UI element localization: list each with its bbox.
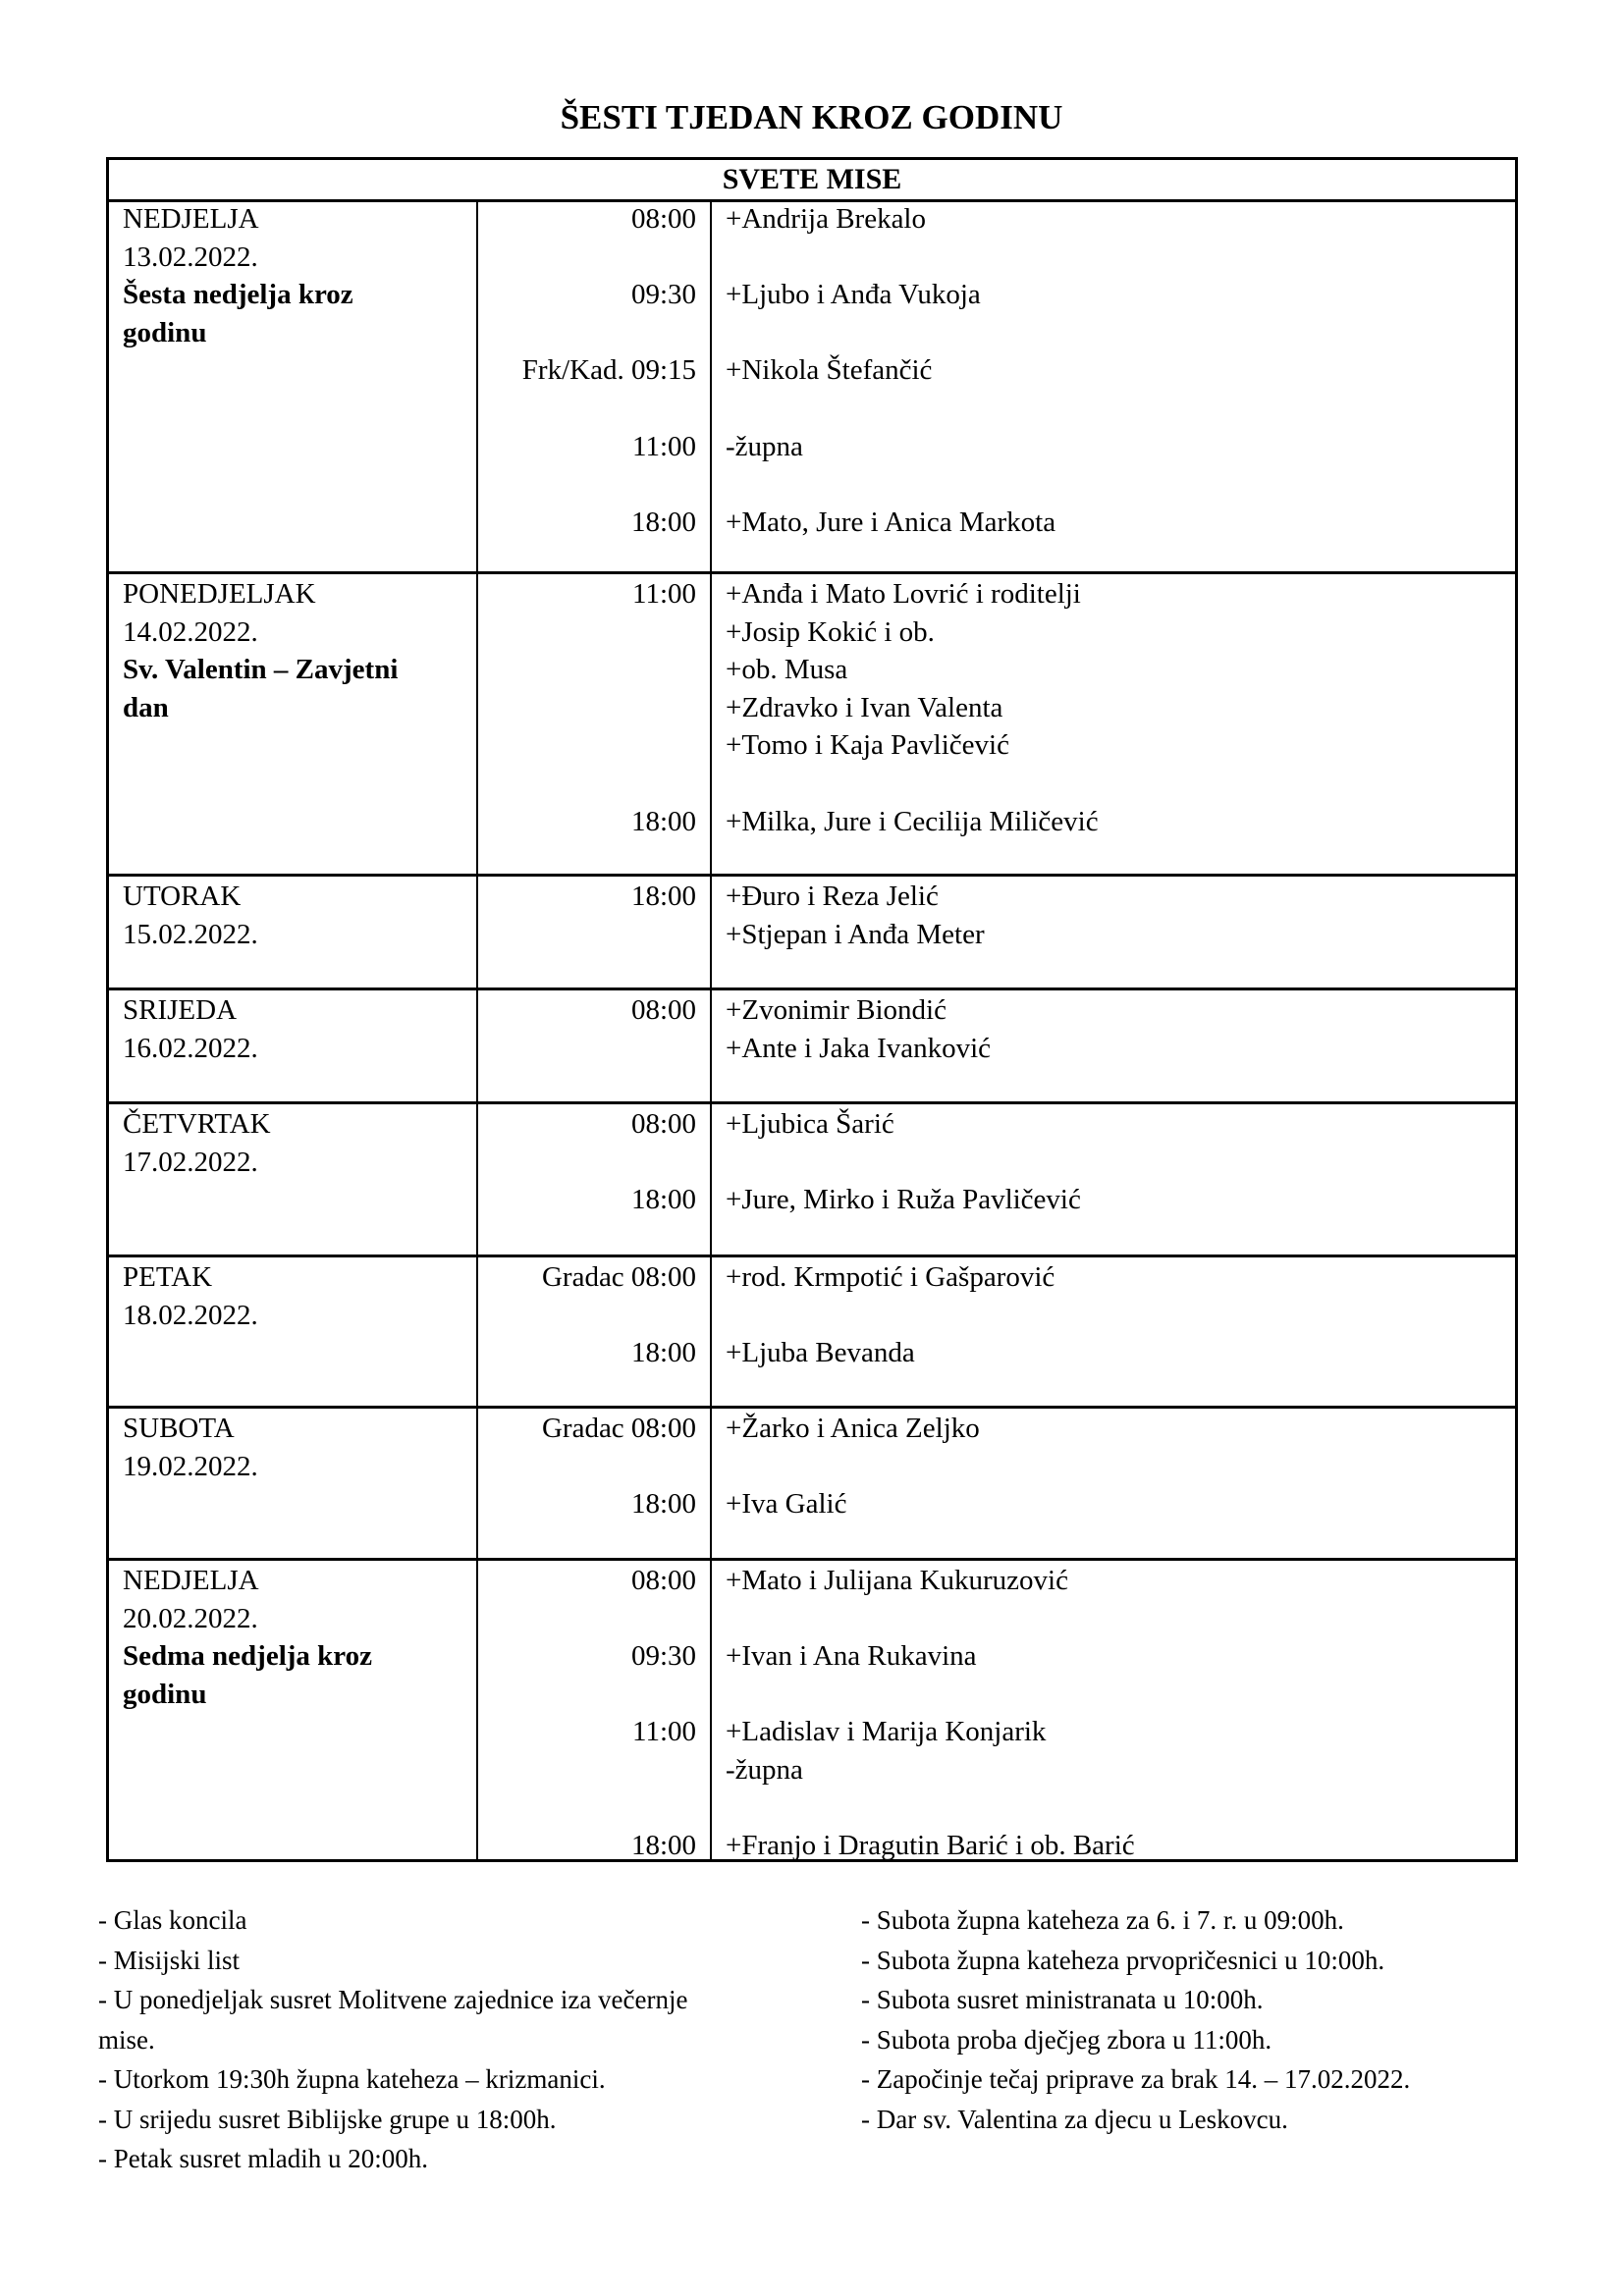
time-cell	[478, 1561, 712, 1862]
day-name: NEDJELJA	[123, 203, 259, 235]
mass-time: 08:00	[630, 994, 696, 1026]
mass-intention: +Ante i Jaka Ivanković	[726, 1032, 992, 1064]
intention-cell	[712, 1409, 1515, 1558]
table-row	[109, 574, 1515, 877]
mass-intention	[726, 1789, 1515, 1828]
day-date: 15.02.2022.	[123, 918, 258, 950]
mass-time	[478, 390, 696, 428]
mass-time	[478, 689, 696, 727]
day-name: SRIJEDA	[123, 994, 238, 1026]
mass-intention: +Jure, Mirko i Ruža Pavličević	[726, 1184, 1081, 1216]
mass-schedule-table	[106, 157, 1518, 1862]
mass-time	[478, 1448, 696, 1486]
mass-time	[478, 1030, 696, 1068]
intention-cell	[712, 1561, 1515, 1862]
announcement-item: - Utorkom 19:30h župna kateheza – krizmanici.	[98, 2064, 606, 2094]
table-row	[109, 199, 1515, 574]
day-date: 13.02.2022.	[123, 240, 258, 273]
mass-time	[478, 1751, 696, 1789]
mass-intention: +Nikola Štefančić	[726, 354, 933, 387]
day-date: 18.02.2022.	[123, 1299, 258, 1331]
mass-intention	[726, 1448, 1515, 1486]
mass-intention	[726, 1144, 1515, 1182]
mass-time: 11:00	[632, 430, 696, 462]
day-date: 20.02.2022.	[123, 1602, 258, 1634]
day-cell	[109, 574, 478, 874]
mass-time	[478, 916, 696, 954]
announcement-item: - Glas koncila	[98, 1905, 247, 1935]
mass-intention: +Anđa i Mato Lovrić i roditelji	[726, 578, 1081, 610]
feast-name: Sv. Valentin – Zavjetni dan	[123, 654, 399, 723]
mass-intention: +Mato i Julijana Kukuruzović	[726, 1565, 1068, 1596]
mass-time: Gradac 08:00	[541, 1261, 696, 1293]
mass-intention	[726, 1676, 1515, 1714]
announcement-item: - Započinje tečaj priprave za brak 14. – 17.02.2022.	[861, 2064, 1411, 2094]
mass-time	[478, 1789, 696, 1828]
announcement-item: - Petak susret mladih u 20:00h.	[98, 2144, 428, 2173]
intention-cell	[712, 574, 1515, 874]
announcement-item: - Misijski list	[98, 1945, 241, 1975]
mass-intention: +rod. Krmpotić i Gašparović	[726, 1261, 1055, 1293]
mass-intention	[726, 465, 1515, 504]
day-name: PONEDJELJAK	[123, 578, 316, 610]
mass-intention: +Josip Kokić i ob.	[726, 615, 935, 648]
mass-time: Frk/Kad. 09:15	[521, 354, 696, 387]
mass-time	[478, 1144, 696, 1182]
mass-time	[478, 765, 696, 803]
day-cell	[109, 1409, 478, 1558]
mass-time: 18:00	[630, 1337, 696, 1369]
announcement-item: - Subota župna kateheza prvopričesnici u 10:00h.	[861, 1945, 1385, 1975]
mass-intention	[726, 1297, 1515, 1335]
announcement-item: - Subota proba dječjeg zbora u 11:00h.	[861, 2024, 1272, 2055]
table-row	[109, 877, 1515, 990]
day-cell	[109, 1104, 478, 1255]
mass-time: 18:00	[630, 805, 696, 837]
mass-intention: +Ljuba Bevanda	[726, 1337, 915, 1369]
mass-time	[478, 726, 696, 765]
mass-time: 11:00	[632, 578, 696, 610]
day-date: 16.02.2022.	[123, 1032, 258, 1064]
mass-intention	[726, 1600, 1515, 1638]
time-cell	[478, 1257, 712, 1406]
time-cell	[478, 199, 712, 571]
mass-intention: -župna	[726, 1753, 803, 1786]
page-title: ŠESTI TJEDAN KROZ GODINU	[560, 98, 1063, 136]
mass-intention: +ob. Musa	[726, 654, 848, 686]
intention-cell	[712, 1257, 1515, 1406]
mass-intention: +Franjo i Dragutin Barić i ob. Barić	[726, 1830, 1135, 1862]
feast-name: Šesta nedjelja kroz godinu	[123, 279, 353, 348]
intention-cell	[712, 199, 1515, 571]
mass-intention: +Žarko i Anica Zeljko	[726, 1413, 980, 1444]
mass-intention	[726, 390, 1515, 428]
mass-intention: +Mato, Jure i Anica Markota	[726, 506, 1056, 538]
time-cell	[478, 990, 712, 1101]
mass-intention: +Ivan i Ana Rukavina	[726, 1640, 977, 1673]
mass-intention: +Ljubica Šarić	[726, 1108, 894, 1140]
day-date: 14.02.2022.	[123, 615, 258, 648]
day-name: SUBOTA	[123, 1413, 235, 1444]
day-cell	[109, 1257, 478, 1406]
mass-time: 18:00	[630, 881, 696, 912]
announcement-item: - U srijedu susret Biblijske grupe u 18:00h.	[98, 2104, 557, 2134]
mass-time: 18:00	[630, 1488, 696, 1521]
table-row	[109, 990, 1515, 1104]
mass-intention: +Zdravko i Ivan Valenta	[726, 691, 1003, 723]
day-date: 17.02.2022.	[123, 1146, 258, 1178]
mass-intention: +Stjepan i Anđa Meter	[726, 918, 985, 950]
announcement-item: - Subota susret ministranata u 10:00h.	[861, 1985, 1264, 2014]
feast-name: Sedma nedjelja kroz godinu	[123, 1640, 373, 1710]
mass-time: Gradac 08:00	[541, 1413, 696, 1444]
time-cell	[478, 1409, 712, 1558]
mass-time	[478, 314, 696, 352]
mass-time: 09:30	[630, 279, 696, 311]
announcement-item: - U ponedjeljak susret Molitvene zajednice iza večernje mise.	[98, 1985, 688, 2055]
day-cell	[109, 199, 478, 571]
table-header: SVETE MISE	[109, 160, 1515, 202]
day-cell	[109, 1561, 478, 1862]
notes-right	[861, 1900, 1548, 2139]
intention-cell	[712, 877, 1515, 988]
mass-time: 08:00	[630, 1565, 696, 1596]
announcement-item: - Subota župna kateheza za 6. i 7. r. u 09:00h.	[861, 1905, 1344, 1935]
mass-intention: -župna	[726, 430, 803, 462]
mass-time	[478, 651, 696, 689]
mass-time	[478, 1297, 696, 1335]
table-row	[109, 1104, 1515, 1257]
mass-intention	[726, 765, 1515, 803]
mass-intention: +Ladislav i Marija Konjarik	[726, 1716, 1047, 1748]
intention-cell	[712, 990, 1515, 1101]
mass-intention: +Andrija Brekalo	[726, 203, 926, 235]
table-row	[109, 1561, 1515, 1862]
mass-intention	[726, 314, 1515, 352]
mass-intention: +Tomo i Kaja Pavličević	[726, 729, 1009, 762]
mass-intention: +Iva Galić	[726, 1488, 847, 1521]
day-cell	[109, 877, 478, 988]
day-cell	[109, 990, 478, 1101]
table-row	[109, 1257, 1515, 1409]
day-name: UTORAK	[123, 881, 242, 912]
table-row	[109, 1409, 1515, 1561]
time-cell	[478, 1104, 712, 1255]
mass-time	[478, 614, 696, 652]
mass-intention	[726, 239, 1515, 277]
day-name: PETAK	[123, 1261, 213, 1293]
mass-time	[478, 239, 696, 277]
intention-cell	[712, 1104, 1515, 1255]
mass-time: 08:00	[630, 1108, 696, 1140]
mass-time	[478, 1600, 696, 1638]
mass-intention: +Ljubo i Anđa Vukoja	[726, 279, 981, 311]
mass-time	[478, 465, 696, 504]
mass-time: 18:00	[630, 1830, 696, 1862]
time-cell	[478, 574, 712, 874]
mass-time: 08:00	[630, 203, 696, 235]
mass-intention: +Đuro i Reza Jelić	[726, 881, 939, 912]
mass-time: 09:30	[630, 1640, 696, 1673]
day-date: 19.02.2022.	[123, 1450, 258, 1482]
mass-intention: +Zvonimir Biondić	[726, 994, 947, 1026]
notes-left	[98, 1900, 707, 2179]
day-name: ČETVRTAK	[123, 1108, 271, 1140]
announcement-item: - Dar sv. Valentina za djecu u Leskovcu.	[861, 2104, 1288, 2134]
time-cell	[478, 877, 712, 988]
mass-time: 18:00	[630, 506, 696, 538]
day-name: NEDJELJA	[123, 1565, 259, 1596]
mass-time: 18:00	[630, 1184, 696, 1216]
mass-intention: +Milka, Jure i Cecilija Miličević	[726, 805, 1099, 837]
mass-time	[478, 1676, 696, 1714]
mass-time: 11:00	[632, 1716, 696, 1748]
